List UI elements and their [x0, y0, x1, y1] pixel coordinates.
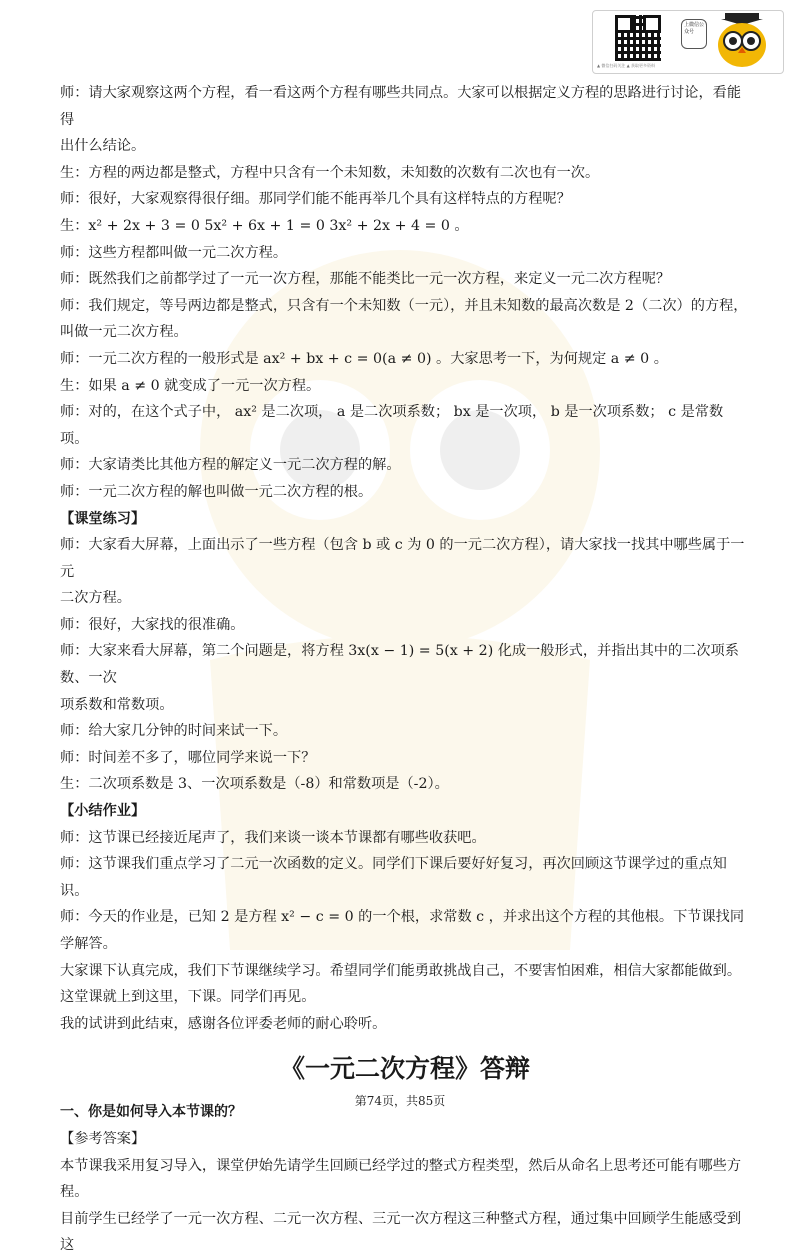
- text-line: 师：大家请类比其他方程的解定义一元二次方程的解。: [60, 457, 401, 474]
- text-line: 师：对的，在这个式子中， ax² 是二次项， a 是二次项系数； bx 是一次项， b 是一次项系数； c 是常数项。: [60, 404, 724, 447]
- text-line: 师：请大家观察这两个方程，看一看这两个方程有哪些共同点。大家可以根据定义方程的思路进行讨论，看能得: [60, 85, 742, 128]
- text-line: 生：如果 a ≠ 0 就变成了一元一次方程。: [60, 377, 321, 394]
- text-line: 师：大家看大屏幕，上面出示了一些方程（包含 b 或 c 为 0 的一元二次方程），请大家找一找其中哪些属于一元: [60, 537, 745, 580]
- qr-code-icon: [615, 15, 661, 61]
- owl-mascot-icon: [711, 13, 773, 71]
- text-line: 师：这些方程都叫做一元二次方程。: [60, 244, 288, 261]
- text-line: 项系数和常数项。: [60, 696, 174, 713]
- text-line: 生：二次项系数是 3、一次项系数是（-8）和常数项是（-2）。: [60, 776, 449, 793]
- header-qr-banner: [592, 10, 784, 74]
- text-line: 师：很好，大家观察得很仔细。那同学们能不能再举几个具有这样特点的方程呢？: [60, 191, 571, 208]
- answer-label: 【参考答案】: [60, 1130, 146, 1147]
- text-line: 这堂课就上到这里，下课。同学们再见。: [60, 989, 316, 1006]
- text-line: 师：大家来看大屏幕，第二个问题是，将方程 3x(x − 1) = 5(x + 2) 化成一般形式，并指出其中的二次项系数、一次: [60, 643, 739, 687]
- text-line: 师：这节课已经接近尾声了，我们来谈一谈本节课都有哪些收获吧。: [60, 829, 486, 846]
- text-line: 师：很好，大家找的很准确。: [60, 616, 245, 633]
- section-heading-practice: 【课堂练习】: [60, 510, 146, 527]
- speech-bubble: 上微信公众号: [681, 19, 707, 49]
- equation-line: 生：x² + 2x + 3 = 0 5x² + 6x + 1 = 0 3x² + 2x + 4 = 0 。: [60, 217, 469, 234]
- text-line: 我的试讲到此结束，感谢各位评委老师的耐心聆听。: [60, 1015, 387, 1032]
- answer-line: 目前学生已经学了一元一次方程、二元一次方程、三元一次方程这三种整式方程，通过集中回顾学生能感受到这: [60, 1210, 742, 1254]
- text-line: 出什么结论。: [60, 138, 146, 155]
- text-line: 叫做一元二次方程。: [60, 324, 188, 341]
- qr-caption: ▲ 微信扫码关注 ▲ 获取更多资料: [597, 63, 655, 68]
- text-line: 二次方程。: [60, 590, 131, 607]
- text-line: 师：一元二次方程的一般形式是 ax² + bx + c = 0(a ≠ 0) 。大家思考一下，为何规定 a ≠ 0 。: [60, 350, 668, 367]
- answer-line: 本节课我采用复习导入，课堂伊始先请学生回顾已经学过的整式方程类型，然后从命名上思考还可能有哪些方程。: [60, 1157, 742, 1201]
- question-heading: 一、你是如何导入本节课的？: [60, 1104, 242, 1121]
- page-number: 第74页，共85页: [354, 1094, 446, 1108]
- text-line: 师：一元二次方程的解也叫做一元二次方程的根。: [60, 483, 373, 500]
- text-line: 大家课下认真完成，我们下节课继续学习。希望同学们能勇敢挑战自己，不要害怕困难，相信大家都能做到。: [60, 962, 742, 979]
- text-line: 师：时间差不多了，哪位同学来说一下？: [60, 749, 316, 766]
- section-heading-summary: 【小结作业】: [60, 803, 146, 820]
- text-line: 生：方程的两边都是整式，方程中只含有一个未知数，未知数的次数有二次也有一次。: [60, 164, 600, 181]
- text-line: 师：这节课我们重点学习了二元一次函数的定义。同学们下课后要好好复习，再次回顾这节课学过的重点知识。: [60, 856, 727, 899]
- text-line: 师：今天的作业是，已知 2 是方程 x² − c = 0 的一个根，求常数 c ，并求出这个方程的其他根。下节课找同学解答。: [60, 909, 745, 952]
- text-line: 师：给大家几分钟的时间来试一下。: [60, 723, 288, 740]
- text-line: 师：我们规定，等号两边都是整式，只含有一个未知数（一元），并且未知数的最高次数是 2（二次）的方程，: [60, 297, 748, 314]
- document-body: [60, 80, 750, 1259]
- text-line: 师：既然我们之前都学过了一元一次方程，那能不能类比一元一次方程，来定义一元二次方程呢？: [60, 271, 671, 288]
- document-title: 《一元二次方程》答辩: [279, 1054, 530, 1084]
